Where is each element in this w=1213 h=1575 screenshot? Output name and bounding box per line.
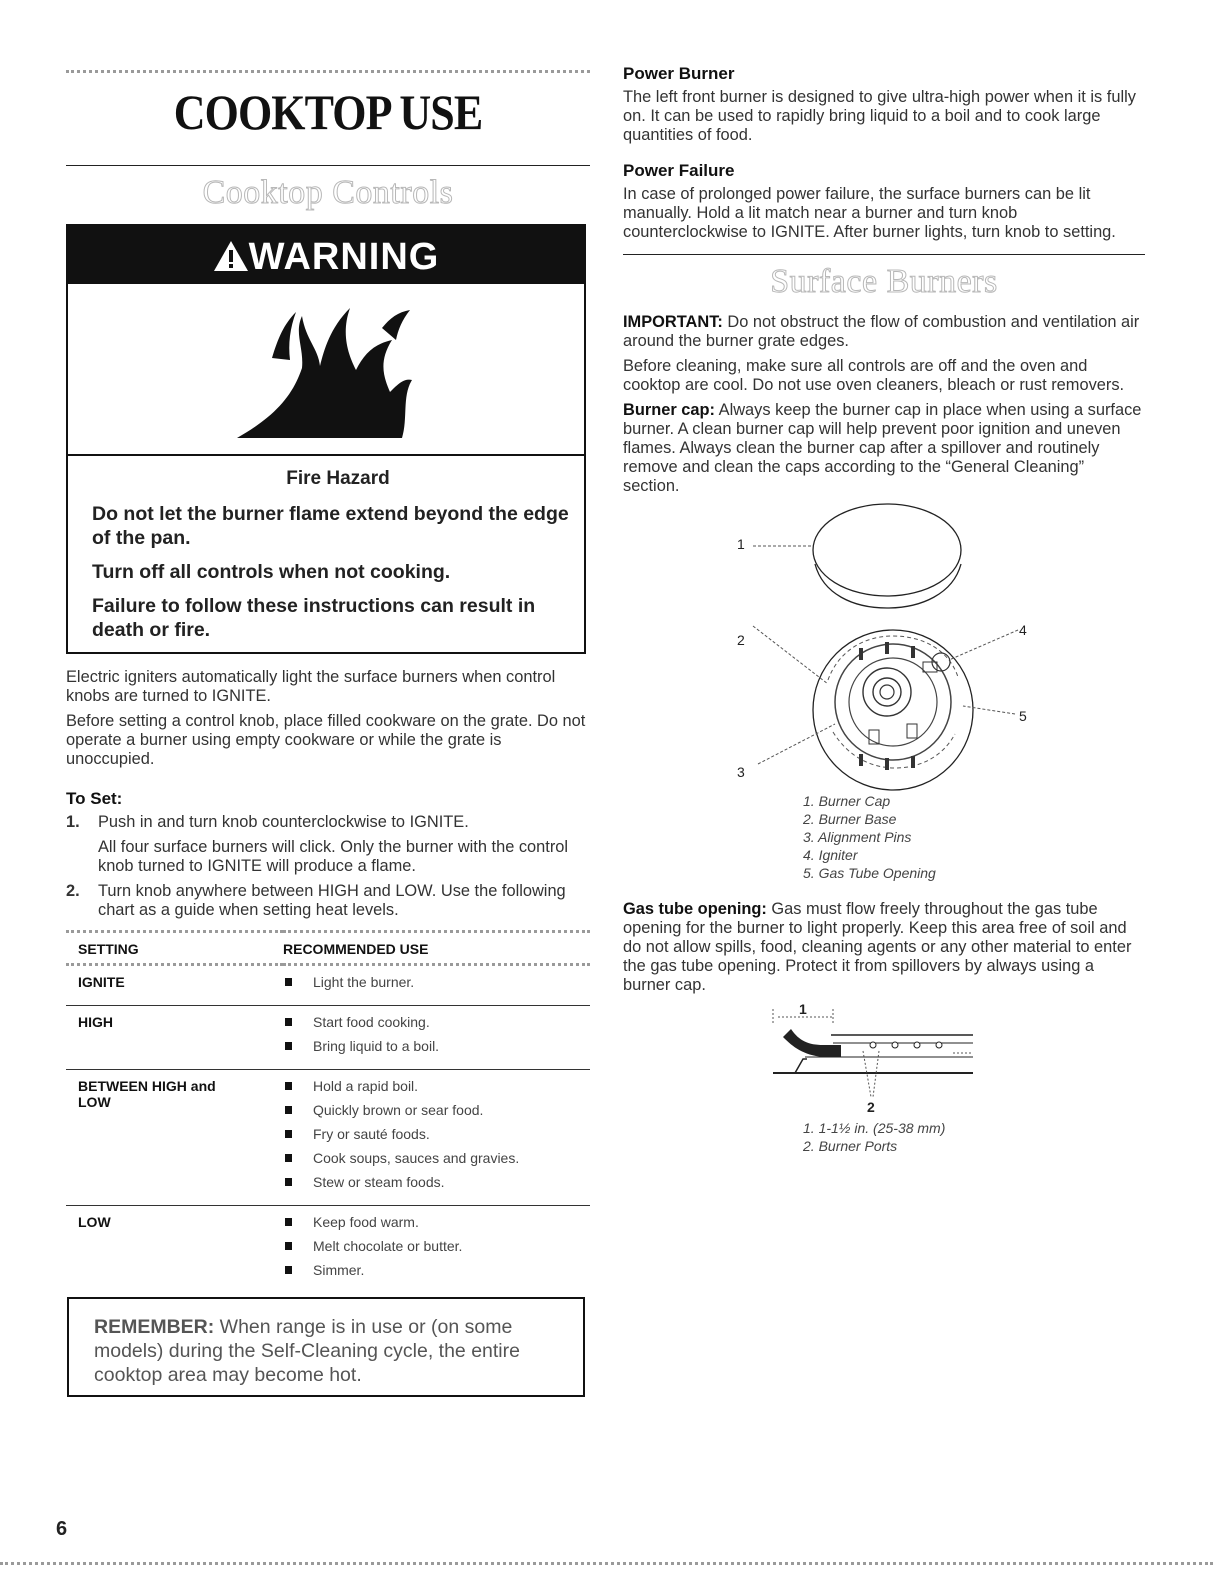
burner-cap-label: Burner cap:: [623, 401, 715, 419]
warning-triangle-icon: [213, 240, 249, 272]
step-1: [66, 813, 590, 876]
power-burner-heading: Power Burner: [623, 64, 735, 83]
use-item: Stew or steam foods.: [283, 1174, 590, 1190]
important-text: Do not obstruct the flow of combustion and ventilation air around the burner grate edges.: [623, 313, 1140, 350]
use-cell: [283, 1006, 590, 1070]
fire-figure: [68, 284, 584, 456]
caption: 1. Burner Cap: [803, 793, 891, 809]
use-item: Simmer.: [283, 1262, 590, 1278]
caption: 3. Alignment Pins: [803, 829, 912, 845]
warning-box: [66, 224, 586, 654]
use-item: Hold a rapid boil.: [283, 1078, 590, 1094]
caption: 4. Igniter: [803, 847, 858, 863]
caption: 2. Burner Base: [803, 811, 897, 827]
warning-text: [68, 456, 584, 652]
use-item: Fry or sauté foods.: [283, 1126, 590, 1142]
step-number: 2.: [66, 882, 80, 900]
step-text: Turn knob anywhere between HIGH and LOW. Use the following chart as a guide when setting heat levels.: [98, 882, 566, 919]
callout-1: 1: [737, 536, 745, 552]
power-failure-heading: Power Failure: [623, 161, 735, 180]
cap-profile-diagram: [623, 1001, 1145, 1154]
remember-text: When range is in use or (on some models) during the Self-Cleaning cycle, the entire cooktop area may become hot.: [94, 1316, 520, 1386]
warning-line-3: Failure to follow these instructions can result in death or fire.: [92, 595, 536, 641]
col-header-use: RECOMMENDED USE: [283, 932, 590, 965]
warning-line-1: Do not let the burner flame extend beyond the edge of the pan.: [92, 503, 569, 549]
table-row: [66, 1070, 590, 1206]
col-header-setting: SETTING: [66, 932, 283, 965]
callout-2: 2: [737, 632, 745, 648]
warning-header: [68, 226, 584, 284]
page-number: 6: [56, 1518, 68, 1540]
heat-setting-chart: [66, 930, 590, 1293]
gas-tube-text: Gas must flow freely throughout the gas tube opening for the burner to light properly. Keep this area free of soil and do not allow spills, food, cleaning agents or any other material to enter the gas tube opening. Protect it from spillovers by always using a burner cap.: [623, 900, 1132, 994]
use-item: Quickly brown or sear food.: [283, 1102, 590, 1118]
caption: 2. Burner Ports: [803, 1138, 898, 1154]
use-item: Start food cooking.: [283, 1014, 590, 1030]
remember-label: REMEMBER:: [94, 1316, 215, 1338]
use-item: Cook soups, sauces and gravies.: [283, 1150, 590, 1166]
intro-paragraph-1: Electric igniters automatically light the surface burners when control knobs are turned to IGNITE.: [66, 668, 556, 705]
warning-header-text: WARNING: [248, 236, 440, 278]
important-paragraph: [623, 313, 1145, 351]
step-number: 1.: [66, 813, 80, 831]
step-text: Push in and turn knob counterclockwise to IGNITE.: [98, 813, 469, 831]
gas-tube-label: Gas tube opening:: [623, 900, 767, 918]
power-burner-text: The left front burner is designed to give ultra-high power when it is fully on. It can be used to rapidly bring liquid to a boil and to cook large quantities of food.: [623, 88, 1136, 144]
setting-cell: HIGH: [66, 1006, 283, 1070]
steps-list: [66, 813, 590, 920]
cleaning-paragraph: Before cleaning, make sure all controls are off and the oven and cooktop are cool. Do not use oven cleaners, bleach or rust removers.: [623, 357, 1125, 394]
table-row: [66, 1006, 590, 1070]
use-item: Melt chocolate or butter.: [283, 1238, 590, 1254]
important-label: IMPORTANT:: [623, 313, 723, 331]
burner-diagram: [623, 502, 1145, 817]
step-continuation: All four surface burners will click. Only the burner with the control knob turned to IGNITE will produce a flame.: [98, 838, 569, 875]
burner-cap-text: Always keep the burner cap in place when using a surface burner. A clean burner cap will help prevent poor ignition and uneven flames. Always clean the burner cap after a spillover and routinely remove and clean the caps according to the “General Cleaning” section.: [623, 401, 1142, 495]
callout-4: 4: [1019, 622, 1027, 638]
burner-diagram-captions-rest: [803, 810, 1145, 882]
power-failure-text: In case of prolonged power failure, the surface burners can be lit manually. Hold a lit match near a burner and turn knob counterclockwise to IGNITE. After burner lights, turn knob to setting.: [623, 185, 1116, 241]
fire-icon: [232, 288, 432, 448]
step-2: [66, 882, 590, 920]
top-rule: [66, 70, 590, 73]
hazard-title: Fire Hazard: [286, 468, 390, 489]
page-title: COOKTOP USE: [173, 84, 483, 140]
to-set-heading: To Set:: [66, 789, 123, 808]
left-column: [66, 60, 590, 1293]
caption: 5. Gas Tube Opening: [803, 865, 936, 881]
use-item: Bring liquid to a boil.: [283, 1038, 590, 1054]
use-cell: [283, 965, 590, 1006]
use-item: Keep food warm.: [283, 1214, 590, 1230]
setting-cell: LOW: [66, 1206, 283, 1294]
burner-diagram-captions: [803, 792, 890, 810]
setting-cell: IGNITE: [78, 974, 125, 990]
callout-1: 1: [799, 1001, 807, 1017]
table-row: [66, 965, 590, 1006]
intro-paragraph-2: Before setting a control knob, place filled cookware on the grate. Do not operate a burner using empty cookware or while the grate is unoccupied.: [66, 712, 586, 768]
burner-cap-paragraph: [623, 401, 1145, 496]
title-rule: [66, 165, 590, 166]
section-rule: [623, 254, 1145, 255]
callout-2: 2: [867, 1099, 875, 1115]
burner-assembly-illustration: [623, 502, 1145, 802]
caption: 1. 1-1½ in. (25-38 mm): [803, 1120, 946, 1136]
callout-5: 5: [1019, 708, 1027, 724]
bottom-rule: [0, 1562, 1213, 1565]
section-heading-surface-burners: Surface Burners: [770, 263, 998, 300]
section-heading-cooktop-controls: Cooktop Controls: [202, 174, 454, 211]
use-item: Light the burner.: [283, 974, 590, 990]
chart-header-row: [66, 932, 590, 965]
use-cell: [283, 1206, 590, 1294]
use-cell: [283, 1070, 590, 1206]
warning-line-2: Turn off all controls when not cooking.: [92, 561, 451, 583]
cap-profile-illustration: [623, 1001, 1145, 1111]
gas-tube-paragraph: [623, 900, 1145, 995]
right-column: [623, 60, 1145, 1154]
table-row: [66, 1206, 590, 1294]
cap-profile-captions: [803, 1119, 945, 1155]
callout-3: 3: [737, 764, 745, 780]
remember-box: [67, 1297, 585, 1397]
setting-cell: BETWEEN HIGH and LOW: [66, 1070, 283, 1206]
